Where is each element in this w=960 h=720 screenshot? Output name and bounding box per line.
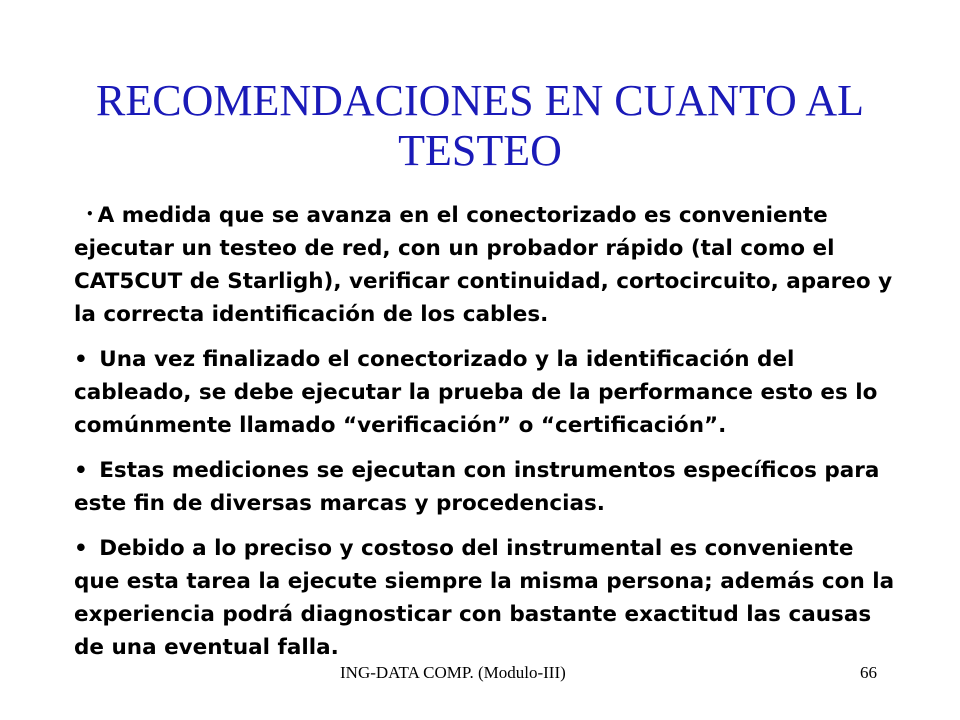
bullet-paragraph-2 bbox=[74, 343, 904, 442]
bullet-paragraph-1 bbox=[74, 198, 904, 331]
bullet-paragraph-4 bbox=[74, 532, 904, 664]
slide-title-line-2: TESTEO bbox=[398, 126, 562, 175]
paragraph-text: A medida que se avanza en el conectorizado es conveniente ejecutar un testeo de red, con un probador rápido (tal como el CAT5CUT de Starligh), verificar continuidad, cortocircuito, apareo y la correcta identificación de los cables. bbox=[74, 203, 893, 327]
bullet-icon: • bbox=[86, 207, 94, 221]
slide-title-line-1: RECOMENDACIONES EN CUANTO AL bbox=[96, 76, 864, 125]
footer-text: ING-DATA COMP. (Modulo-III) bbox=[340, 663, 566, 682]
paragraph-text: Estas mediciones se ejecutan con instrumentos específicos para este fin de diversas marcas y procedencias. bbox=[74, 458, 880, 516]
slide-title bbox=[60, 76, 900, 176]
bullet-paragraph-3 bbox=[74, 454, 904, 520]
paragraph-text: Una vez finalizado el conectorizado y la identificación del cableado, se debe ejecutar la prueba de la performance esto es lo comúnmente llamado “verificación” o “certificación”. bbox=[74, 347, 878, 438]
bullet-icon: • bbox=[74, 536, 88, 561]
page-number: 66 bbox=[860, 663, 877, 682]
paragraph-text: Debido a lo preciso y costoso del instrumental es conveniente que esta tarea la ejecute siempre la misma persona; además con la experiencia podrá diagnosticar con bastante exactitud las causas de una eventual falla. bbox=[74, 536, 895, 660]
slide-body bbox=[74, 198, 904, 676]
bullet-icon: • bbox=[74, 347, 88, 372]
bullet-icon: • bbox=[74, 458, 88, 483]
